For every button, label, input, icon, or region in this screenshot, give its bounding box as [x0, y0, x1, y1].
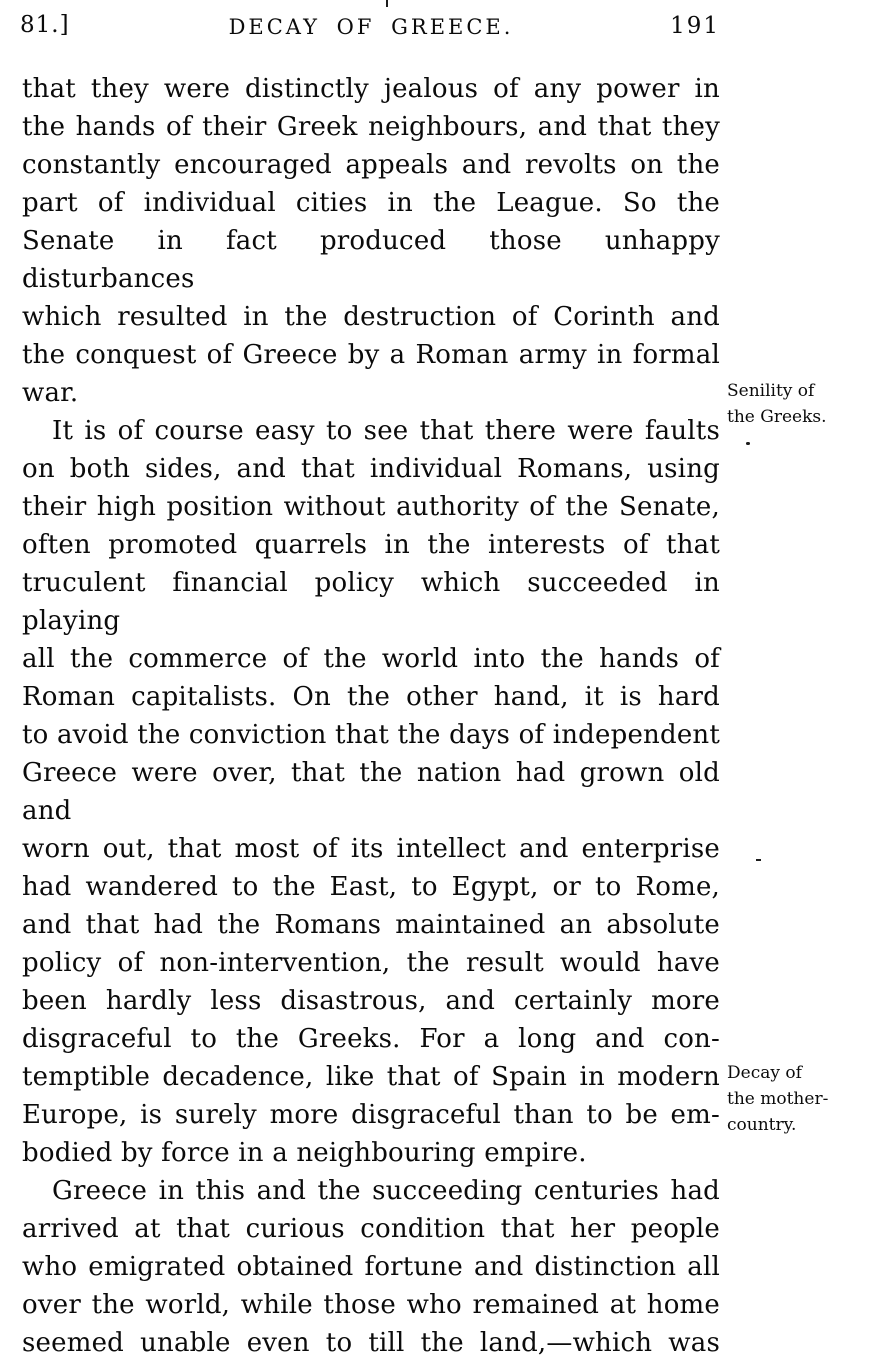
text-line: been hardly less disastrous, and certainly more: [22, 986, 720, 1016]
text-line: Decay of: [727, 1063, 802, 1083]
text-line: policy of non-intervention, the result would have: [22, 948, 720, 978]
text-line: Senate in fact produced those unhappy disturbances: [22, 226, 720, 294]
scan-speck: [746, 442, 750, 445]
paragraph-continuation: [22, 70, 720, 412]
text-line: which resulted in the destruction of Corinth and: [22, 302, 720, 332]
text-line: arrived at that curious condition that her people: [22, 1214, 720, 1244]
text-line: had wandered to the East, to Egypt, or to Rome,: [22, 872, 720, 902]
text-line: to avoid the conviction that the days of independent: [22, 720, 720, 750]
margin-note-decay: [727, 1060, 875, 1138]
text-line: Europe, is surely more disgraceful than to be em-: [22, 1100, 720, 1130]
text-line: the conquest of Greece by a Roman army in formal: [22, 340, 720, 370]
text-line: the hands of their Greek neighbours, and that they: [22, 112, 720, 142]
section-marker: 81.]: [20, 12, 70, 38]
text-line: war.: [22, 378, 79, 408]
text-line: their high position without authority of the Senate,: [22, 492, 720, 522]
text-line: on both sides, and that individual Romans, using: [22, 454, 720, 484]
text-line: disgraceful to the Greeks. For a long and con-: [22, 1024, 720, 1054]
page-number: 191: [670, 13, 720, 39]
text-line: over the world, while those who remained at home: [22, 1290, 720, 1320]
text-line: temptible decadence, like that of Spain in modern: [22, 1062, 720, 1092]
text-line: country.: [727, 1115, 797, 1135]
paragraph-decay: [22, 1172, 720, 1362]
text-line: seemed unable even to till the land,—which was: [22, 1328, 720, 1358]
paragraph-senility: [22, 412, 720, 1172]
text-line: Greece in this and the succeeding centuries had: [52, 1176, 720, 1206]
text-line: the Greeks.: [727, 407, 827, 427]
text-block: [22, 70, 720, 1362]
text-line: and that had the Romans maintained an absolute: [22, 910, 720, 940]
text-line: It is of course easy to see that there were faults: [52, 416, 720, 446]
text-line: constantly encouraged appeals and revolts on the: [22, 150, 720, 180]
text-line: the mother-: [727, 1089, 829, 1109]
text-line: Senility of: [727, 381, 815, 401]
text-line: truculent financial policy which succeeded in playing: [22, 568, 720, 636]
page-header: [0, 0, 877, 52]
text-line: Greece were over, that the nation had grown old and: [22, 758, 720, 826]
scan-speck: [756, 859, 761, 861]
text-line: bodied by force in a neighbouring empire.: [22, 1138, 587, 1168]
text-line: Roman capitalists. On the other hand, it is hard: [22, 682, 720, 712]
text-line: who emigrated obtained fortune and distinction all: [22, 1252, 720, 1282]
text-line: all the commerce of the world into the hands of: [22, 644, 720, 674]
margin-note-senility: [727, 378, 875, 430]
text-line: that they were distinctly jealous of any power in: [22, 74, 720, 104]
scan-speck: [386, 0, 388, 7]
text-line: part of individual cities in the League. So the: [22, 188, 720, 218]
text-line: often promoted quarrels in the interests of that: [22, 530, 720, 560]
running-title: DECAY OF GREECE.: [228, 15, 514, 39]
text-line: worn out, that most of its intellect and enterprise: [22, 834, 720, 864]
